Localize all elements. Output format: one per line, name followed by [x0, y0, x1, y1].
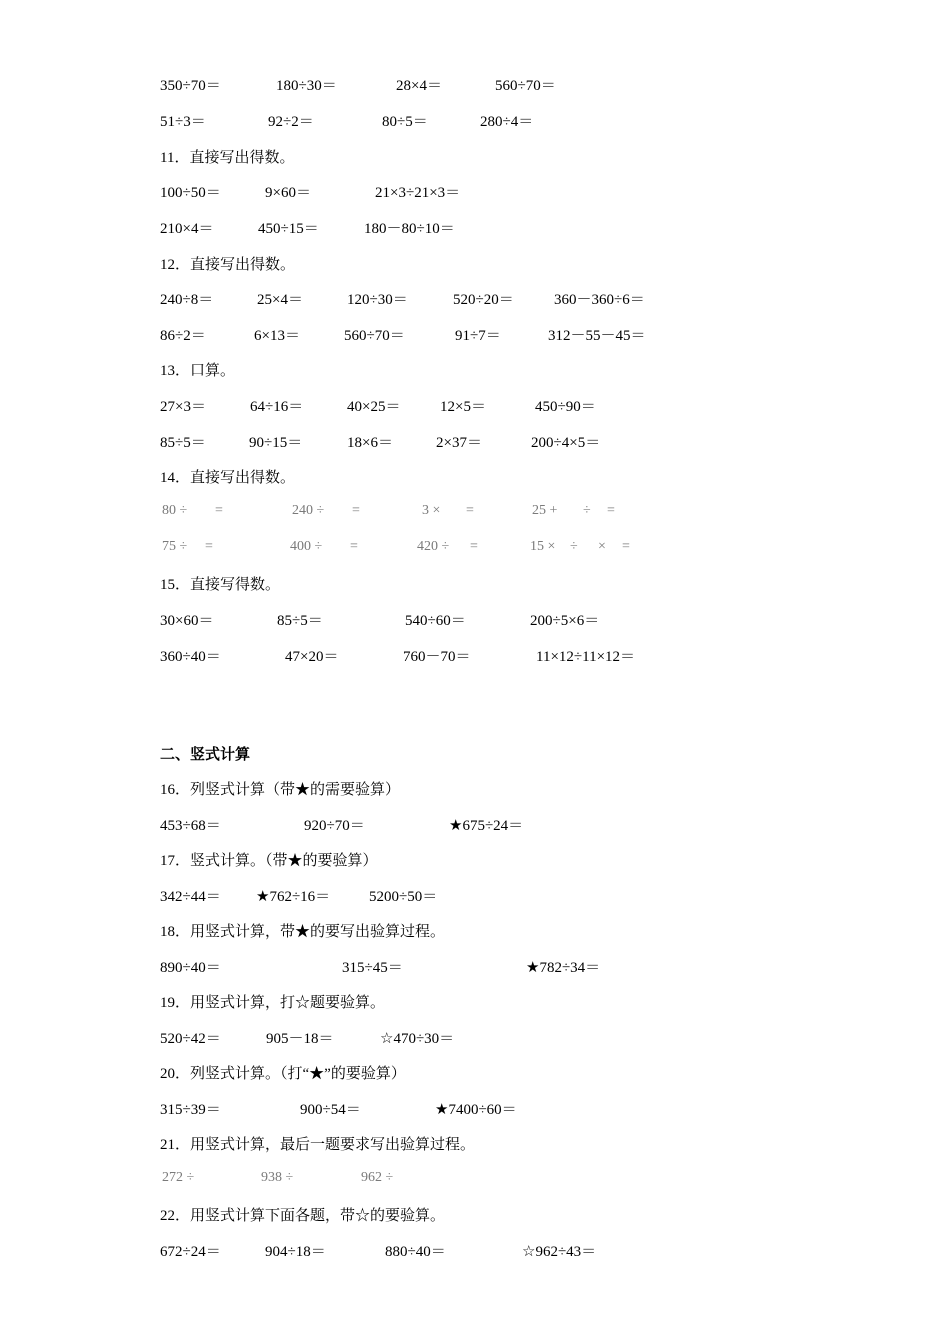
question-title: 15．直接写得数。	[160, 577, 281, 593]
problem-fragment: 25 +	[532, 503, 558, 518]
question-title: 16．列竖式计算（带★的需要验算）	[160, 782, 401, 798]
problem: 315÷45＝	[342, 960, 403, 976]
problem: 920÷70＝	[304, 818, 365, 834]
problem: 21×3÷21×3＝	[375, 185, 461, 201]
problem-fragment: =	[622, 539, 630, 554]
problem: 85÷5＝	[160, 435, 206, 451]
problem: 5200÷50＝	[369, 889, 438, 905]
problem: 100÷50＝	[160, 185, 221, 201]
problem: 25×4＝	[257, 292, 303, 308]
problem: 80÷5＝	[382, 114, 428, 130]
problem: 312－55－45＝	[548, 328, 646, 344]
section-title: 二、竖式计算	[160, 747, 251, 763]
problem: 28×4＝	[396, 78, 442, 94]
question-title: 18．用竖式计算，带★的要写出验算过程。	[160, 924, 446, 940]
problem: ☆962÷43＝	[522, 1244, 597, 1260]
problem: 120÷30＝	[347, 292, 408, 308]
problem: 342÷44＝	[160, 889, 221, 905]
problem: 2×37＝	[436, 435, 482, 451]
problem: 900÷54＝	[300, 1102, 361, 1118]
question-title: 21．用竖式计算，最后一题要求写出验算过程。	[160, 1137, 476, 1153]
problem: 180÷30＝	[276, 78, 337, 94]
problem: 360÷40＝	[160, 649, 221, 665]
question-title: 22．用竖式计算下面各题，带☆的要验算。	[160, 1208, 446, 1224]
problem: 51÷3＝	[160, 114, 206, 130]
problem: 890÷40＝	[160, 960, 221, 976]
problem: 210×4＝	[160, 221, 214, 237]
problem-fragment: =	[466, 503, 474, 518]
problem: 560÷70＝	[495, 78, 556, 94]
problem: 450÷90＝	[535, 399, 596, 415]
problem: 240÷8＝	[160, 292, 214, 308]
problem: 280÷4＝	[480, 114, 534, 130]
problem: 200÷4×5＝	[531, 435, 601, 451]
problem-fragment: 400 ÷	[290, 539, 323, 554]
problem-fragment: =	[470, 539, 478, 554]
problem-fragment: 15 ×	[530, 539, 556, 554]
problem-fragment: ÷	[583, 503, 591, 518]
problem: 64÷16＝	[250, 399, 304, 415]
problem: 200÷5×6＝	[530, 613, 600, 629]
problem: 672÷24＝	[160, 1244, 221, 1260]
problem: 47×20＝	[285, 649, 339, 665]
problem: 880÷40＝	[385, 1244, 446, 1260]
question-title: 20．列竖式计算。（打“★”的要验算）	[160, 1066, 406, 1082]
problem-fragment: 240 ÷	[292, 503, 325, 518]
problem-fragment: 272 ÷	[162, 1170, 195, 1185]
problem: ★675÷24＝	[449, 818, 524, 834]
problem: 360－360÷6＝	[554, 292, 645, 308]
problem: 85÷5＝	[277, 613, 323, 629]
question-title: 14．直接写出得数。	[160, 470, 296, 486]
problem-fragment: =	[352, 503, 360, 518]
problem: 315÷39＝	[160, 1102, 221, 1118]
problem: 560÷70＝	[344, 328, 405, 344]
problem: 6×13＝	[254, 328, 300, 344]
problem: 760－70＝	[403, 649, 471, 665]
problem: 27×3＝	[160, 399, 206, 415]
problem: 92÷2＝	[268, 114, 314, 130]
problem: 904÷18＝	[265, 1244, 326, 1260]
problem: ★762÷16＝	[256, 889, 331, 905]
problem-fragment: 3 ×	[422, 503, 441, 518]
problem: 18×6＝	[347, 435, 393, 451]
problem: 86÷2＝	[160, 328, 206, 344]
problem: 91÷7＝	[455, 328, 501, 344]
problem: 905－18＝	[266, 1031, 334, 1047]
problem-fragment: 80 ÷	[162, 503, 188, 518]
problem: 40×25＝	[347, 399, 401, 415]
problem: 11×12÷11×12＝	[536, 649, 636, 665]
question-title: 13．口算。	[160, 363, 236, 379]
problem-fragment: 962 ÷	[361, 1170, 394, 1185]
problem-fragment: =	[607, 503, 615, 518]
problem: 180－80÷10＝	[364, 221, 455, 237]
problem: ☆470÷30＝	[380, 1031, 455, 1047]
problem: 350÷70＝	[160, 78, 221, 94]
problem-fragment: 420 ÷	[417, 539, 450, 554]
problem: 520÷42＝	[160, 1031, 221, 1047]
problem: ★7400÷60＝	[435, 1102, 517, 1118]
problem-fragment: ÷	[570, 539, 578, 554]
problem-fragment: 75 ÷	[162, 539, 188, 554]
problem: 12×5＝	[440, 399, 486, 415]
problem: 450÷15＝	[258, 221, 319, 237]
problem-fragment: =	[205, 539, 213, 554]
question-title: 19．用竖式计算，打☆题要验算。	[160, 995, 386, 1011]
problem: ★782÷34＝	[526, 960, 601, 976]
problem-fragment: =	[350, 539, 358, 554]
problem: 453÷68＝	[160, 818, 221, 834]
problem: 30×60＝	[160, 613, 214, 629]
problem-fragment: ×	[598, 539, 606, 554]
problem: 520÷20＝	[453, 292, 514, 308]
question-title: 17．竖式计算。（带★的要验算）	[160, 853, 378, 869]
problem: 9×60＝	[265, 185, 311, 201]
question-title: 11．直接写出得数。	[160, 150, 295, 166]
problem: 540÷60＝	[405, 613, 466, 629]
problem-fragment: =	[215, 503, 223, 518]
problem: 90÷15＝	[249, 435, 303, 451]
question-title: 12．直接写出得数。	[160, 257, 296, 273]
problem-fragment: 938 ÷	[261, 1170, 294, 1185]
